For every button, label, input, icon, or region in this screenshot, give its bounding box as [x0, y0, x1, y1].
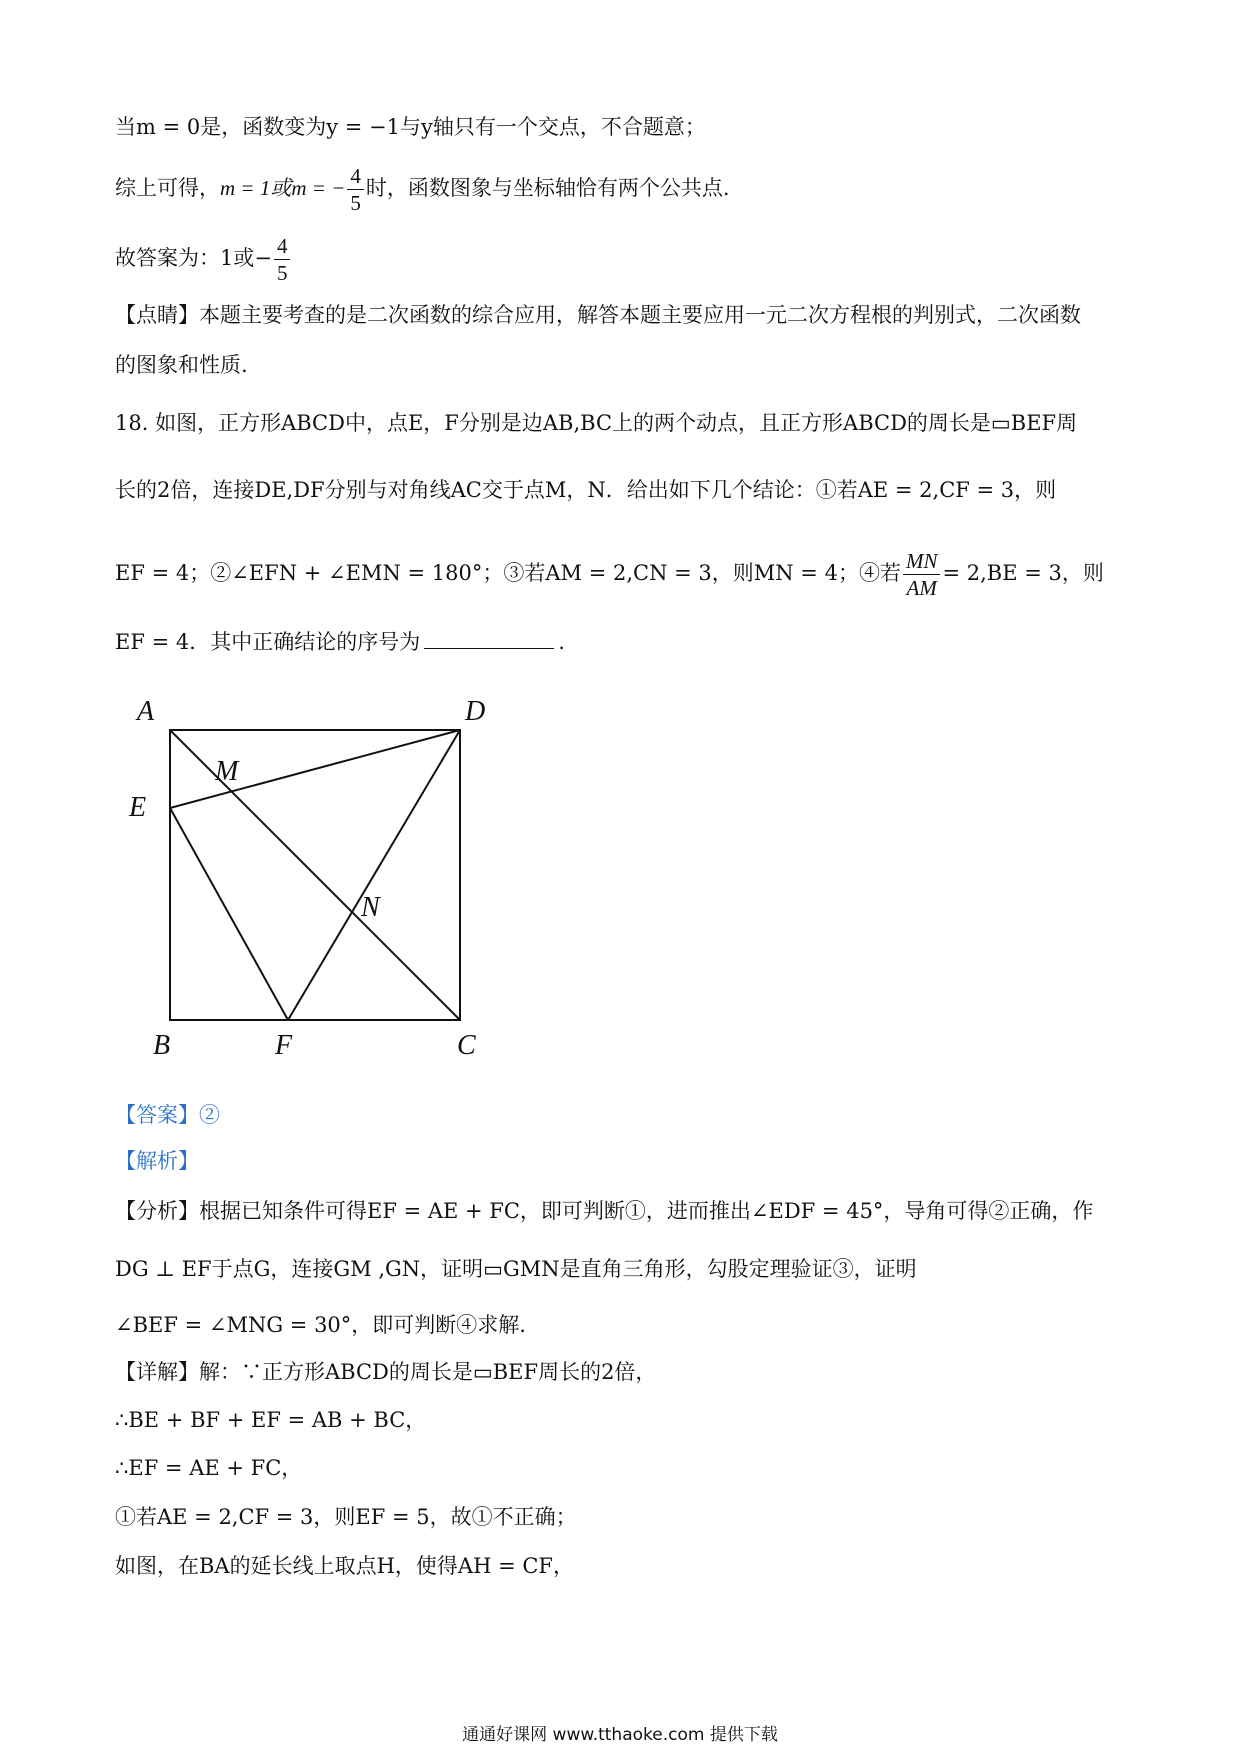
- solution-line: ∴BE + BF + EF = AB + BC，: [115, 1408, 427, 1432]
- fraction: [903, 548, 941, 601]
- question-line: 18. 如图，正方形ABCD中，点E，F分别是边AB,BC上的两个动点，且正方形ABCD的周长是▭BEF周: [115, 411, 1078, 435]
- text-line: [115, 163, 730, 216]
- solution-line: 如图，在BA的延长线上取点H，使得AH = CF，: [115, 1554, 574, 1578]
- solution-line: 【详解】解：∵正方形ABCD的周长是▭BEF周长的2倍，: [115, 1360, 657, 1384]
- label-a: A: [137, 696, 155, 727]
- geometry-figure: [115, 680, 515, 1080]
- label-b: B: [153, 1030, 171, 1061]
- text-seg: .: [558, 630, 565, 654]
- text-seg: EF = 4．其中正确结论的序号为: [115, 630, 421, 654]
- label-f: F: [275, 1030, 293, 1061]
- label-d: D: [465, 696, 486, 727]
- page-footer: 通通好课网 www.tthaoke.com 提供下载: [462, 1725, 778, 1745]
- fraction-numerator: 4: [347, 163, 364, 190]
- note-line: 的图象和性质.: [115, 353, 248, 377]
- analysis-label: 【解析】: [115, 1149, 199, 1173]
- fraction-denominator: AM: [906, 576, 937, 600]
- solution-line: ∴EF = AE + FC，: [115, 1456, 303, 1480]
- label-c: C: [457, 1030, 476, 1061]
- math-seg: m = 1或m = −: [220, 176, 346, 200]
- answer-label: 【答案】②: [115, 1103, 220, 1127]
- question-line: 长的2倍，连接DE,DF分别与对角线AC交于点M，N．给出如下几个结论：①若AE = 2,CF = 3，则: [115, 478, 1057, 502]
- label-m: M: [215, 756, 239, 787]
- fraction-numerator: MN: [903, 548, 941, 575]
- text-seg: EF = 4；②∠EFN + ∠EMN = 180°；③若AM = 2,CN = 3，则MN = 4；④若: [115, 561, 901, 585]
- text-line: [115, 233, 292, 286]
- text-seg: 综上可得，: [115, 176, 220, 200]
- text-line: 当m = 0是，函数变为y = −1与y轴只有一个交点，不合题意；: [115, 115, 706, 139]
- fraction-denominator: 5: [350, 191, 361, 215]
- answer-blank: [424, 630, 554, 649]
- question-line: [115, 548, 1104, 601]
- fraction-denominator: 5: [276, 261, 288, 285]
- label-e: E: [129, 792, 147, 823]
- text-seg: = 2,BE = 3，则: [942, 561, 1104, 585]
- note-line: 【点睛】本题主要考查的是二次函数的综合应用，解答本题主要应用一元二次方程根的判别式，二次函数: [115, 303, 1081, 327]
- analysis-line: 【分析】根据已知条件可得EF = AE + FC，即可判断①，进而推出∠EDF = 45°，导角可得②正确，作: [115, 1199, 1094, 1223]
- analysis-line: DG ⊥ EF于点G，连接GM ,GN，证明▭GMN是直角三角形，勾股定理验证③，证明: [115, 1257, 917, 1281]
- analysis-line: ∠BEF = ∠MNG = 30°，即可判断④求解.: [115, 1313, 526, 1337]
- text-seg: 时，函数图象与坐标轴恰有两个公共点.: [365, 176, 730, 200]
- text-seg: 故答案为：1或−: [115, 246, 272, 270]
- question-line: [115, 627, 565, 657]
- segment-ef: [170, 808, 288, 1020]
- segment-ed: [170, 730, 460, 808]
- fraction: [347, 163, 364, 216]
- label-n: N: [361, 892, 380, 923]
- fraction: [274, 233, 291, 286]
- diagonal-ac: [170, 730, 460, 1020]
- fraction-numerator: 4: [274, 233, 291, 260]
- solution-line: ①若AE = 2,CF = 3，则EF = 5，故①不正确；: [115, 1505, 577, 1529]
